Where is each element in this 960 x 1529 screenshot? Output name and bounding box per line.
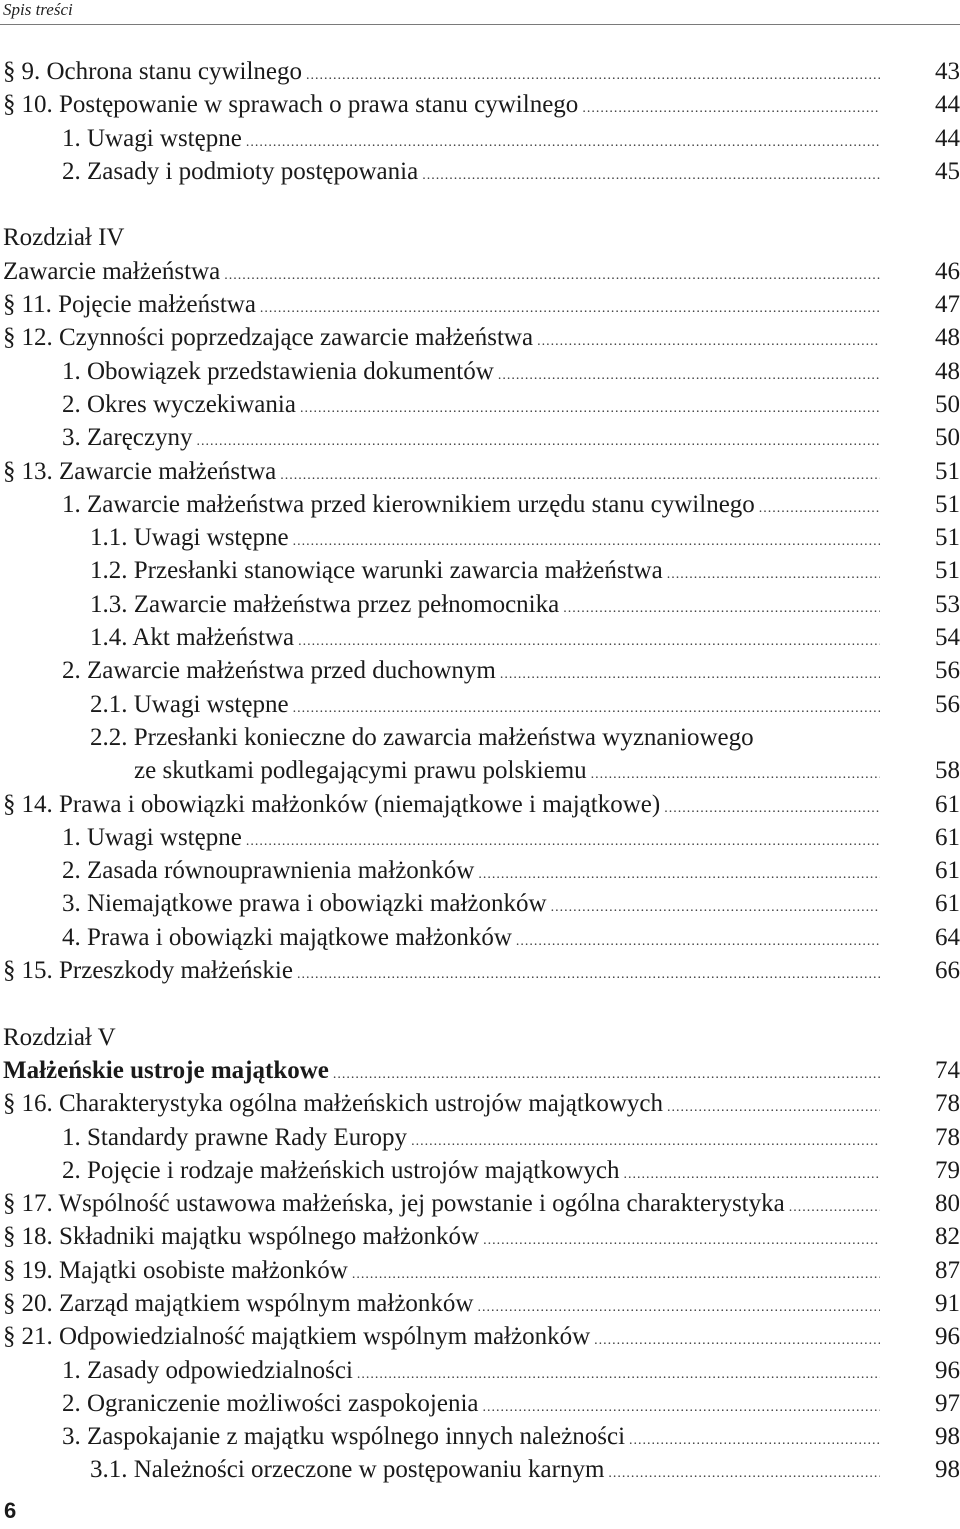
dot-leader [623,1158,880,1191]
toc-page-number: 48 [935,357,960,385]
toc-entry-title: 2. Zasady i podmioty postępowania [62,157,419,185]
toc-spacer [0,188,960,221]
toc-entry-title: Rozdział IV [3,224,125,252]
dot-leader [411,1125,880,1158]
toc-entry-title: 2. Zasada równouprawnienia małżonków [62,857,475,885]
dot-leader [667,558,880,591]
toc-entry[interactable] [0,1320,960,1353]
dot-leader [297,958,880,991]
dot-leader [333,1058,880,1091]
toc-entry[interactable] [0,1387,960,1420]
toc-page-number: 50 [935,390,960,418]
toc-entry-title: 2. Okres wyczekiwania [62,390,296,418]
toc-entry-title: 4. Prawa i obowiązki majątkowe małżonków [62,923,512,951]
toc-entry[interactable] [0,455,960,488]
toc-entry[interactable] [0,1254,960,1287]
section-sign: § [3,790,16,818]
toc-page-number: 96 [935,1356,960,1384]
table-of-contents [0,55,960,1487]
toc-entry-title: 1.1. Uwagi wstępne [90,524,289,552]
dot-leader [306,59,880,92]
toc-entry-title: 3. Zaręczyny [62,424,193,452]
toc-entry-title: ze skutkami podlegającymi prawu polskiemu [134,757,587,785]
toc-entry-title: 20. Zarząd majątkiem wspólnym małżonków [21,1289,474,1317]
toc-entry[interactable] [0,788,960,821]
dot-leader [224,259,880,292]
toc-entry[interactable] [0,754,960,787]
toc-entry-title: 2. Ograniczenie możliwości zaspokojenia [62,1389,479,1417]
toc-entry-title: 3. Niemajątkowe prawa i obowiązki małżonków [62,890,547,918]
toc-entry[interactable] [0,1087,960,1120]
section-sign: § [3,324,16,352]
toc-page-number: 50 [935,424,960,452]
toc-entry[interactable] [0,88,960,121]
toc-entry-title: 3. Zaspokajanie z majątku wspólnego innych należności [62,1423,626,1451]
toc-entry[interactable] [0,954,960,987]
toc-entry[interactable] [0,122,960,155]
toc-entry[interactable] [0,887,960,920]
dot-leader [260,292,880,325]
toc-entry[interactable] [0,255,960,288]
toc-entry-title: 9. Ochrona stanu cywilnego [21,58,302,85]
toc-entry-title: 1. Obowiązek przedstawienia dokumentów [62,357,494,385]
toc-page-number: 98 [935,1456,960,1484]
toc-entry[interactable] [0,1287,960,1320]
toc-page-number: 51 [935,457,960,485]
toc-entry-title: 12. Czynności poprzedzające zawarcie małżeństwa [21,324,534,352]
dot-leader [293,692,880,725]
dot-leader [664,792,880,825]
toc-entry-title: 1. Uwagi wstępne [62,124,242,152]
toc-entry[interactable] [0,1187,960,1220]
toc-entry[interactable] [0,221,960,254]
toc-page-number: 51 [935,490,960,518]
toc-entry-title: 1. Zasady odpowiedzialności [62,1356,353,1384]
dot-leader [537,325,880,358]
section-sign: § [3,1256,16,1284]
toc-page-number: 61 [935,790,960,818]
toc-entry-title: 2. Pojęcie i rodzaje małżeńskich ustrojów majątkowych [62,1156,620,1184]
section-sign: § [3,1190,16,1218]
toc-page-number: 47 [935,291,960,319]
toc-entry[interactable] [0,55,960,88]
toc-page-number: 64 [935,923,960,951]
toc-entry[interactable] [0,654,960,687]
toc-entry[interactable] [0,1121,960,1154]
toc-entry[interactable] [0,288,960,321]
toc-page-number: 43 [935,58,960,85]
section-sign: § [3,91,16,119]
toc-entry[interactable] [0,421,960,454]
toc-page-number: 74 [935,1056,960,1084]
toc-entry[interactable] [0,1054,960,1087]
section-sign: § [3,1223,16,1251]
dot-leader [629,1424,880,1457]
toc-page-number: 56 [935,690,960,718]
toc-page-number: 61 [935,890,960,918]
toc-page-number: 45 [935,157,960,185]
toc-entry[interactable] [0,1021,960,1054]
toc-entry-title: 10. Postępowanie w sprawach o prawa stanu cywilnego [21,91,579,119]
toc-page-number: 44 [935,91,960,119]
toc-spacer [0,987,960,1020]
toc-entry-title: 3.1. Należności orzeczone w postępowaniu karnym [90,1456,605,1484]
dot-leader [352,1258,880,1291]
toc-entry-title: 16. Charakterystyka ogólna małżeńskich ustrojów majątkowych [21,1090,664,1118]
dot-leader [516,925,880,958]
toc-entry-title: Małżeńskie ustroje majątkowe [3,1056,329,1084]
dot-leader [478,858,880,891]
section-sign: § [3,58,16,85]
dot-leader [500,658,880,691]
section-sign: § [3,457,16,485]
toc-page-number: 54 [935,624,960,652]
toc-entry[interactable] [0,321,960,354]
toc-entry[interactable] [0,554,960,587]
toc-entry[interactable] [0,854,960,887]
toc-entry-title: 17. Wspólność ustawowa małżeńska, jej powstanie i ogólna charakterystyka [21,1190,785,1218]
section-sign: § [3,1289,16,1317]
toc-entry-title: 19. Majątki osobiste małżonków [21,1256,348,1284]
dot-leader [357,1358,880,1391]
toc-entry-title: 2.2. Przesłanki konieczne do zawarcia małżeństwa wyznaniowego [90,723,754,751]
toc-entry[interactable] [0,355,960,388]
section-sign: § [3,1090,16,1118]
toc-entry-title: 1. Zawarcie małżeństwa przed kierownikiem urzędu stanu cywilnego [62,490,755,518]
toc-page-number: 97 [935,1389,960,1417]
toc-entry[interactable] [0,1453,960,1486]
toc-page-number: 48 [935,324,960,352]
dot-leader [594,1324,880,1357]
toc-page-number: 98 [935,1423,960,1451]
page-number: 6 [4,1498,17,1523]
toc-entry[interactable] [0,621,960,654]
dot-leader [246,825,880,858]
toc-page-number: 87 [935,1256,960,1284]
dot-leader [483,1391,880,1424]
toc-entry[interactable] [0,155,960,188]
toc-entry-title: 13. Zawarcie małżeństwa [21,457,277,485]
page-header [0,0,960,25]
toc-entry-title: 1.4. Akt małżeństwa [90,624,295,652]
toc-entry[interactable] [0,388,960,421]
toc-entry-title: 15. Przeszkody małżeńskie [21,957,293,985]
toc-entry-title: 18. Składniki majątku wspólnego małżonków [21,1223,480,1251]
toc-entry[interactable] [0,588,960,621]
toc-entry[interactable] [0,688,960,721]
toc-entry-title: 14. Prawa i obowiązki małżonków (niemajątkowe i majątkowe) [21,790,661,818]
section-sign: § [3,1323,16,1351]
toc-entry-title: Zawarcie małżeństwa [3,257,221,285]
toc-entry-title: 1. Standardy prawne Rady Europy [62,1123,408,1151]
dot-leader [759,492,880,525]
toc-page-number: 80 [935,1190,960,1218]
header-title: Spis treści [3,0,73,19]
toc-entry[interactable] [0,721,960,754]
section-sign: § [3,957,16,985]
dot-leader [477,1291,880,1324]
dot-leader [551,891,880,924]
dot-leader [300,392,880,425]
toc-page-number: 44 [935,124,960,152]
toc-page-number: 61 [935,823,960,851]
dot-leader [789,1191,880,1224]
toc-page-number: 56 [935,657,960,685]
toc-page-number: 91 [935,1289,960,1317]
toc-entry[interactable] [0,821,960,854]
toc-entry[interactable] [0,1220,960,1253]
dot-leader [483,1224,880,1257]
dot-leader [246,126,880,159]
toc-page-number: 58 [935,757,960,785]
toc-entry-title: 1.3. Zawarcie małżeństwa przez pełnomocnika [90,590,560,618]
toc-page-number: 51 [935,557,960,585]
toc-entry-title: 11. Pojęcie małżeństwa [21,291,256,319]
toc-page-number: 78 [935,1090,960,1118]
dot-leader [608,1457,880,1490]
dot-leader [422,159,880,192]
toc-entry-title: 1.2. Przesłanki stanowiące warunki zawarcia małżeństwa [90,557,663,585]
toc-page-number: 66 [935,957,960,985]
dot-leader [563,592,880,625]
toc-page-number: 78 [935,1123,960,1151]
toc-page-number: 82 [935,1223,960,1251]
toc-entry-title: Rozdział V [3,1023,116,1051]
toc-entry-title: 1. Uwagi wstępne [62,823,242,851]
dot-leader [667,1091,880,1124]
toc-entry[interactable] [0,1154,960,1187]
section-sign: § [3,291,16,319]
toc-page-number: 79 [935,1156,960,1184]
dot-leader [293,525,880,558]
toc-entry[interactable] [0,521,960,554]
toc-entry-title: 2.1. Uwagi wstępne [90,690,289,718]
dot-leader [582,92,880,125]
dot-leader [196,425,880,458]
toc-entry-title: 21. Odpowiedzialność majątkiem wspólnym małżonków [21,1323,591,1351]
toc-entry[interactable] [0,1420,960,1453]
dot-leader [591,758,880,791]
toc-entry[interactable] [0,488,960,521]
toc-page-number: 51 [935,524,960,552]
toc-entry-title: 2. Zawarcie małżeństwa przed duchownym [62,657,496,685]
toc-entry[interactable] [0,921,960,954]
toc-page-number: 96 [935,1323,960,1351]
toc-entry[interactable] [0,1354,960,1387]
toc-page-number: 53 [935,590,960,618]
dot-leader [280,459,880,492]
toc-page-number: 46 [935,257,960,285]
toc-page-number: 61 [935,857,960,885]
dot-leader [298,625,880,658]
dot-leader [498,359,880,392]
